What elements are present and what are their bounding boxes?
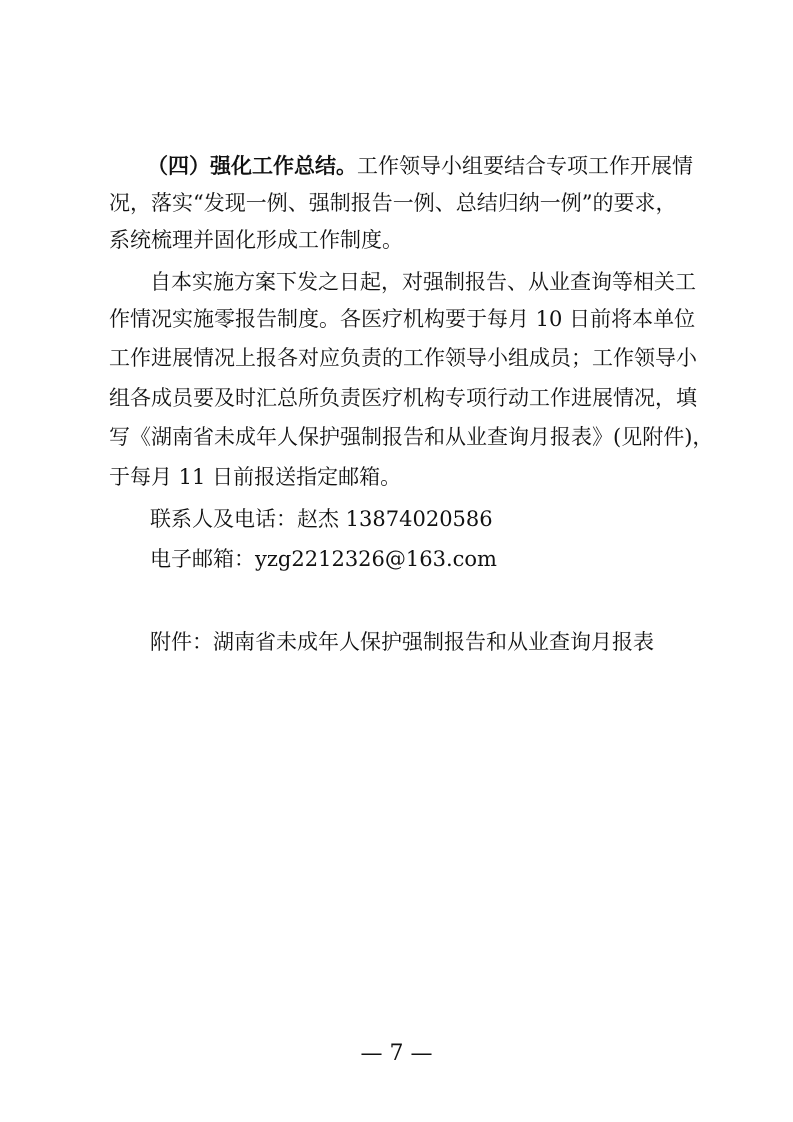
section4-line3-text: 系统梳理并固化形成工作制度。 xyxy=(109,228,403,252)
paragraph2-line2-text: 作情况实施零报告制度。各医疗机构要于每月 10 日前将本单位 xyxy=(109,307,696,331)
contact-phone-text: 联系人及电话：赵杰 13874020586 xyxy=(150,507,493,531)
paragraph2-line4-text: 组各成员要及时汇总所负责医疗机构专项行动工作进展情况，填 xyxy=(109,386,697,410)
attachment-text: 附件：湖南省未成年人保护强制报告和从业查询月报表 xyxy=(150,630,654,654)
page-number: — 7 — xyxy=(360,1041,433,1066)
contact-email-text: 电子邮箱：yzg2212326@163.com xyxy=(150,547,497,571)
paragraph2-line5-text: 写《湖南省未成年人保护强制报告和从业查询月报表》(见附件)， xyxy=(109,425,714,449)
paragraph2-line6-text: 于每月 11 日前报送指定邮箱。 xyxy=(109,465,402,489)
paragraph2-line1-text: 自本实施方案下发之日起，对强制报告、从业查询等相关工 xyxy=(150,270,696,294)
section4-line2-text: 况，落实“发现一例、强制报告一例、总结归纳一例”的要求， xyxy=(109,191,677,215)
paragraph2-line3-text: 工作进展情况上报各对应负责的工作领导小组成员；工作领导小 xyxy=(109,346,697,370)
section4-heading: （四）强化工作总结。 xyxy=(147,153,357,178)
section4-line1-text: 工作领导小组要结合专项工作开展情 xyxy=(357,154,693,178)
